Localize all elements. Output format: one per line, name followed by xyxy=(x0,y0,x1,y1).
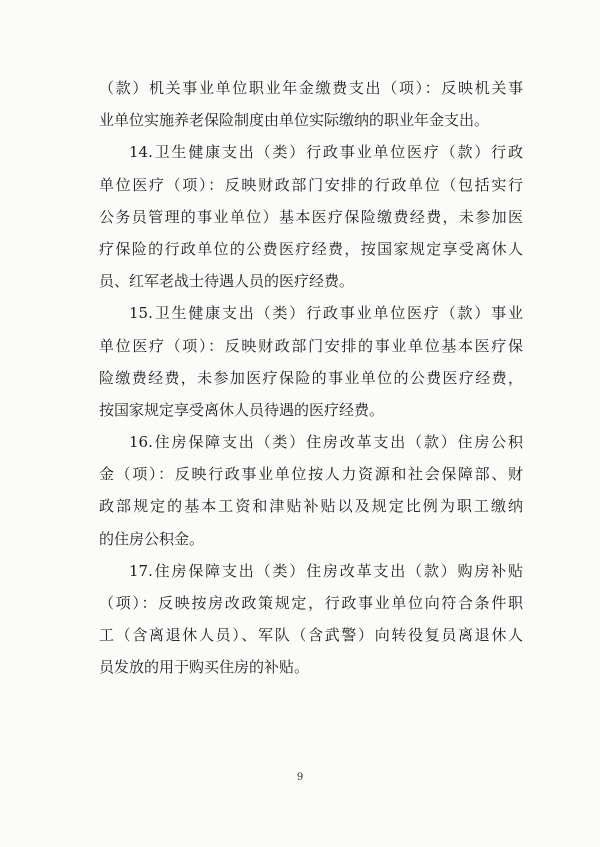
text-line: 金（项）：反映行政事业单位按人力资源和社会保障部、财 xyxy=(99,465,523,484)
body-text xyxy=(99,72,523,684)
text-line: 16.住房保障支出（类）住房改革支出（款）住房公积 xyxy=(129,433,523,452)
text-line: 17.住房保障支出（类）住房改革支出（款）购房补贴 xyxy=(129,561,523,580)
text-line: 的住房公积金。 xyxy=(99,529,205,548)
text-line: 险缴费经费，未参加医疗保险的事业单位的公费医疗经费， xyxy=(99,368,523,387)
text-line: 业单位实施养老保险制度由单位实际缴纳的职业年金支出。 xyxy=(99,111,490,130)
page-number: 9 xyxy=(296,772,304,783)
text-line: 工（含离退休人员）、军队（含武警）向转役复员离退休人 xyxy=(99,626,523,645)
text-line: （项）：反映按房改政策规定，行政事业单位向符合条件职 xyxy=(99,594,523,612)
text-line: 按国家规定享受离休人员待遇的医疗经费。 xyxy=(99,400,385,419)
text-line: 疗保险的行政单位的公费医疗经费，按国家规定享受离休人 xyxy=(99,239,523,258)
text-line: 公务员管理的事业单位）基本医疗保险缴费经费，未参加医 xyxy=(99,207,523,226)
text-line: 员发放的用于购买住房的补贴。 xyxy=(99,658,310,677)
text-line: 单位医疗（项）：反映财政部门安排的事业单位基本医疗保 xyxy=(99,336,523,355)
text-line: 14.卫生健康支出（类）行政事业单位医疗（款）行政 xyxy=(129,143,523,162)
text-line: 政部规定的基本工资和津贴补贴以及规定比例为职工缴纳 xyxy=(99,497,523,516)
text-line: 单位医疗（项）：反映财政部门安排的行政单位（包括实行 xyxy=(99,175,523,194)
text-line: 15.卫生健康支出（类）行政事业单位医疗（款）事业 xyxy=(129,304,523,323)
text-line: 员、红军老战士待遇人员的医疗经费。 xyxy=(99,272,355,291)
text-line: （款）机关事业单位职业年金缴费支出（项）：反映机关事 xyxy=(99,79,523,97)
